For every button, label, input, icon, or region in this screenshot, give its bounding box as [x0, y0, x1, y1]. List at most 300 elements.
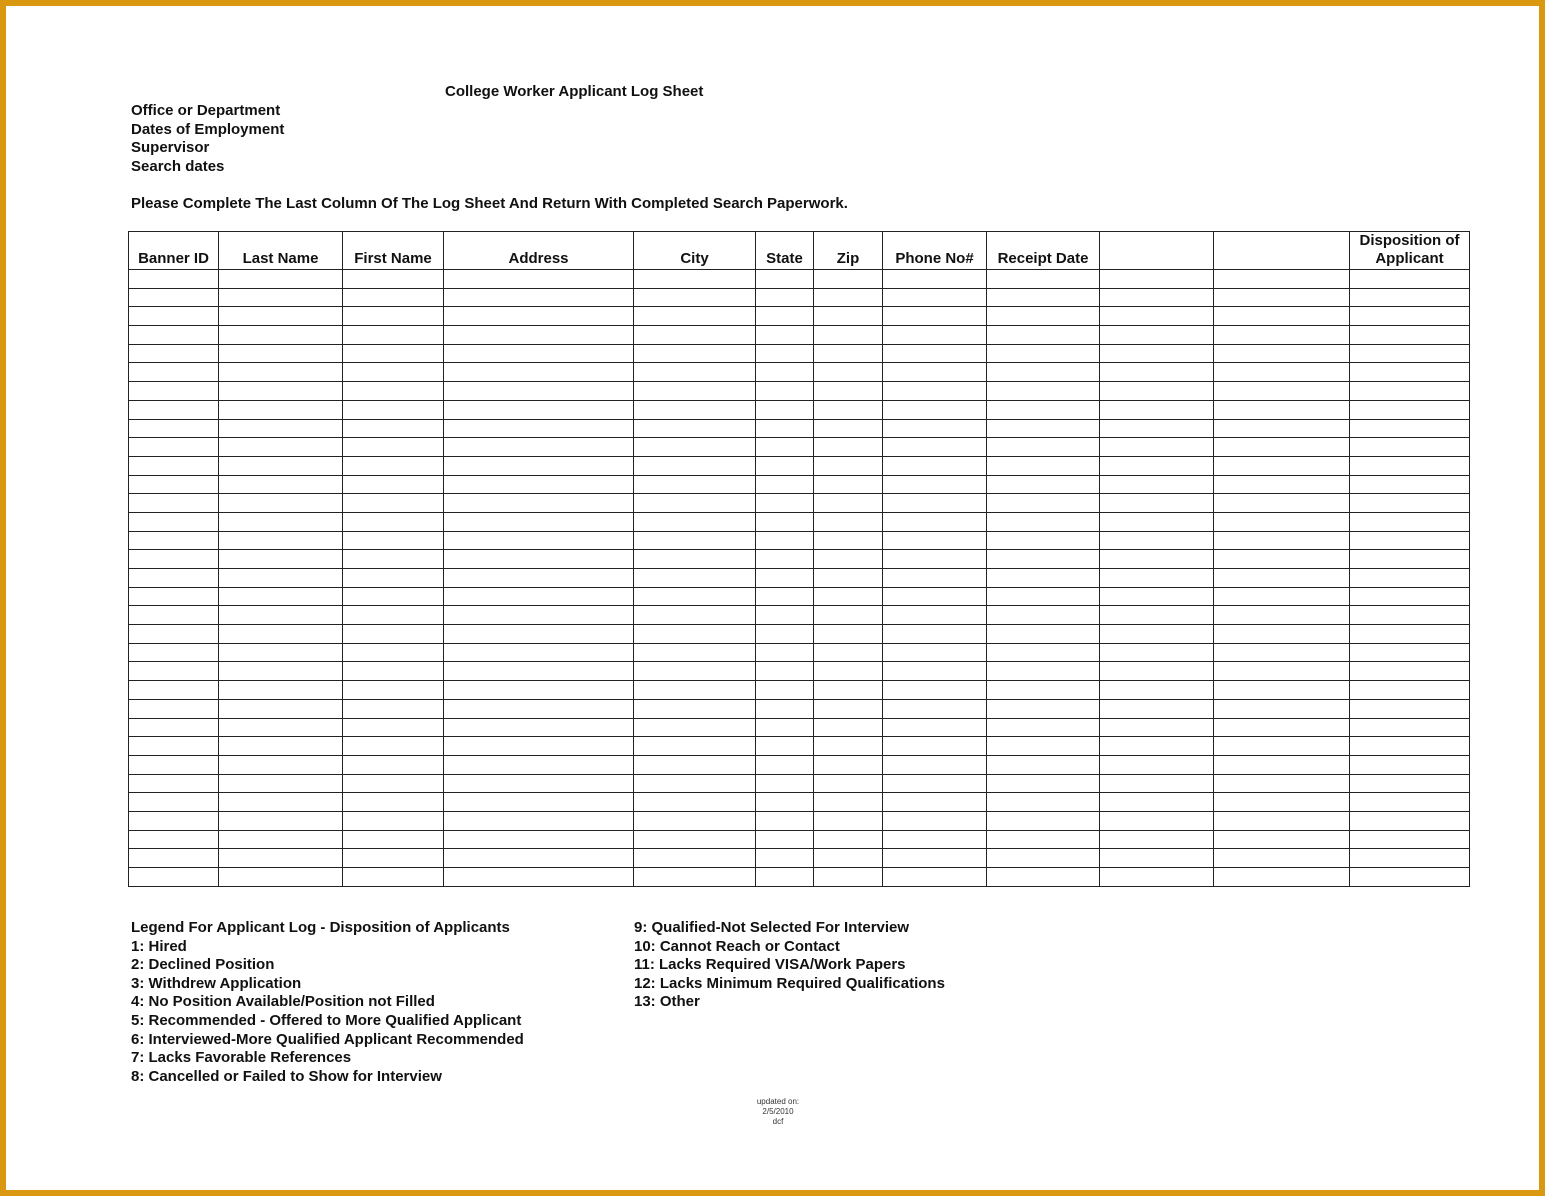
- table-cell[interactable]: [1350, 288, 1470, 307]
- table-cell[interactable]: [634, 662, 756, 681]
- table-cell[interactable]: [987, 363, 1100, 382]
- table-cell[interactable]: [444, 587, 634, 606]
- table-cell[interactable]: [343, 326, 444, 345]
- table-cell[interactable]: [1100, 681, 1214, 700]
- table-cell[interactable]: [129, 382, 219, 401]
- table-cell[interactable]: [1100, 363, 1214, 382]
- table-cell[interactable]: [1214, 382, 1350, 401]
- table-cell[interactable]: [756, 774, 814, 793]
- table-cell[interactable]: [814, 868, 883, 887]
- table-cell[interactable]: [883, 793, 987, 812]
- table-cell[interactable]: [1100, 288, 1214, 307]
- table-cell[interactable]: [634, 868, 756, 887]
- table-cell[interactable]: [1350, 363, 1470, 382]
- table-cell[interactable]: [883, 737, 987, 756]
- table-cell[interactable]: [634, 494, 756, 513]
- table-cell[interactable]: [756, 569, 814, 588]
- table-cell[interactable]: [444, 625, 634, 644]
- table-cell[interactable]: [444, 774, 634, 793]
- table-cell[interactable]: [444, 494, 634, 513]
- table-cell[interactable]: [219, 625, 343, 644]
- table-cell[interactable]: [219, 569, 343, 588]
- table-cell[interactable]: [814, 718, 883, 737]
- table-cell[interactable]: [814, 811, 883, 830]
- table-cell[interactable]: [634, 699, 756, 718]
- table-cell[interactable]: [343, 643, 444, 662]
- table-cell[interactable]: [1350, 475, 1470, 494]
- table-cell[interactable]: [343, 606, 444, 625]
- table-cell[interactable]: [1100, 830, 1214, 849]
- table-cell[interactable]: [1100, 699, 1214, 718]
- table-cell[interactable]: [987, 868, 1100, 887]
- table-cell[interactable]: [219, 344, 343, 363]
- table-cell[interactable]: [1214, 363, 1350, 382]
- table-cell[interactable]: [129, 400, 219, 419]
- table-cell[interactable]: [444, 419, 634, 438]
- table-cell[interactable]: [987, 270, 1100, 289]
- table-cell[interactable]: [756, 699, 814, 718]
- table-cell[interactable]: [1214, 662, 1350, 681]
- table-cell[interactable]: [444, 326, 634, 345]
- table-cell[interactable]: [883, 699, 987, 718]
- table-cell[interactable]: [814, 363, 883, 382]
- table-cell[interactable]: [814, 550, 883, 569]
- table-cell[interactable]: [1214, 400, 1350, 419]
- table-cell[interactable]: [634, 550, 756, 569]
- table-cell[interactable]: [343, 475, 444, 494]
- table-cell[interactable]: [987, 774, 1100, 793]
- table-cell[interactable]: [129, 456, 219, 475]
- table-cell[interactable]: [634, 344, 756, 363]
- table-cell[interactable]: [883, 531, 987, 550]
- table-cell[interactable]: [1214, 811, 1350, 830]
- table-cell[interactable]: [756, 606, 814, 625]
- table-cell[interactable]: [883, 718, 987, 737]
- table-cell[interactable]: [219, 531, 343, 550]
- table-cell[interactable]: [814, 662, 883, 681]
- table-cell[interactable]: [129, 699, 219, 718]
- table-cell[interactable]: [1100, 849, 1214, 868]
- table-cell[interactable]: [634, 587, 756, 606]
- table-cell[interactable]: [883, 494, 987, 513]
- table-cell[interactable]: [987, 662, 1100, 681]
- table-cell[interactable]: [444, 718, 634, 737]
- table-cell[interactable]: [1214, 868, 1350, 887]
- table-cell[interactable]: [1350, 587, 1470, 606]
- table-cell[interactable]: [343, 307, 444, 326]
- table-cell[interactable]: [756, 868, 814, 887]
- table-cell[interactable]: [987, 699, 1100, 718]
- table-cell[interactable]: [129, 868, 219, 887]
- table-cell[interactable]: [1214, 270, 1350, 289]
- table-cell[interactable]: [1214, 419, 1350, 438]
- table-cell[interactable]: [756, 382, 814, 401]
- table-cell[interactable]: [444, 400, 634, 419]
- table-cell[interactable]: [814, 681, 883, 700]
- table-cell[interactable]: [987, 737, 1100, 756]
- table-cell[interactable]: [219, 737, 343, 756]
- table-cell[interactable]: [219, 475, 343, 494]
- table-cell[interactable]: [1350, 662, 1470, 681]
- table-cell[interactable]: [219, 849, 343, 868]
- table-cell[interactable]: [219, 382, 343, 401]
- table-cell[interactable]: [814, 344, 883, 363]
- table-cell[interactable]: [444, 382, 634, 401]
- table-cell[interactable]: [343, 625, 444, 644]
- table-cell[interactable]: [1214, 288, 1350, 307]
- table-cell[interactable]: [444, 288, 634, 307]
- table-cell[interactable]: [343, 512, 444, 531]
- table-cell[interactable]: [343, 755, 444, 774]
- table-cell[interactable]: [444, 699, 634, 718]
- table-cell[interactable]: [756, 531, 814, 550]
- table-cell[interactable]: [129, 326, 219, 345]
- table-cell[interactable]: [756, 830, 814, 849]
- table-cell[interactable]: [129, 494, 219, 513]
- table-cell[interactable]: [1350, 494, 1470, 513]
- table-cell[interactable]: [343, 400, 444, 419]
- table-cell[interactable]: [343, 344, 444, 363]
- table-cell[interactable]: [219, 456, 343, 475]
- table-cell[interactable]: [444, 270, 634, 289]
- table-cell[interactable]: [814, 643, 883, 662]
- table-cell[interactable]: [756, 344, 814, 363]
- table-cell[interactable]: [883, 625, 987, 644]
- table-cell[interactable]: [883, 288, 987, 307]
- table-cell[interactable]: [129, 811, 219, 830]
- table-cell[interactable]: [634, 531, 756, 550]
- table-cell[interactable]: [219, 512, 343, 531]
- table-cell[interactable]: [1100, 755, 1214, 774]
- table-cell[interactable]: [634, 475, 756, 494]
- table-cell[interactable]: [634, 849, 756, 868]
- table-cell[interactable]: [756, 326, 814, 345]
- table-cell[interactable]: [987, 307, 1100, 326]
- table-cell[interactable]: [219, 326, 343, 345]
- table-cell[interactable]: [1350, 793, 1470, 812]
- table-cell[interactable]: [1350, 456, 1470, 475]
- table-cell[interactable]: [634, 625, 756, 644]
- table-cell[interactable]: [756, 849, 814, 868]
- table-cell[interactable]: [814, 755, 883, 774]
- table-cell[interactable]: [1350, 755, 1470, 774]
- table-cell[interactable]: [444, 868, 634, 887]
- table-cell[interactable]: [219, 643, 343, 662]
- table-cell[interactable]: [756, 419, 814, 438]
- table-cell[interactable]: [444, 307, 634, 326]
- table-cell[interactable]: [883, 587, 987, 606]
- table-cell[interactable]: [756, 587, 814, 606]
- table-cell[interactable]: [219, 494, 343, 513]
- table-cell[interactable]: [343, 419, 444, 438]
- table-cell[interactable]: [343, 587, 444, 606]
- table-cell[interactable]: [883, 849, 987, 868]
- table-cell[interactable]: [343, 382, 444, 401]
- table-cell[interactable]: [343, 830, 444, 849]
- table-cell[interactable]: [634, 382, 756, 401]
- table-cell[interactable]: [1100, 438, 1214, 457]
- table-cell[interactable]: [343, 270, 444, 289]
- table-cell[interactable]: [814, 494, 883, 513]
- table-cell[interactable]: [1100, 606, 1214, 625]
- table-cell[interactable]: [219, 755, 343, 774]
- table-cell[interactable]: [1350, 419, 1470, 438]
- table-cell[interactable]: [1214, 849, 1350, 868]
- table-cell[interactable]: [756, 718, 814, 737]
- table-cell[interactable]: [1350, 849, 1470, 868]
- table-cell[interactable]: [444, 550, 634, 569]
- table-cell[interactable]: [987, 606, 1100, 625]
- table-cell[interactable]: [1214, 494, 1350, 513]
- table-cell[interactable]: [444, 681, 634, 700]
- table-cell[interactable]: [883, 400, 987, 419]
- table-cell[interactable]: [814, 587, 883, 606]
- table-cell[interactable]: [634, 643, 756, 662]
- table-cell[interactable]: [129, 625, 219, 644]
- table-cell[interactable]: [343, 774, 444, 793]
- table-cell[interactable]: [1100, 718, 1214, 737]
- table-cell[interactable]: [987, 512, 1100, 531]
- table-cell[interactable]: [1214, 606, 1350, 625]
- table-cell[interactable]: [987, 419, 1100, 438]
- table-cell[interactable]: [634, 737, 756, 756]
- table-cell[interactable]: [987, 625, 1100, 644]
- table-cell[interactable]: [756, 550, 814, 569]
- table-cell[interactable]: [814, 830, 883, 849]
- table-cell[interactable]: [814, 699, 883, 718]
- table-cell[interactable]: [129, 737, 219, 756]
- table-cell[interactable]: [1214, 625, 1350, 644]
- table-cell[interactable]: [444, 475, 634, 494]
- table-cell[interactable]: [343, 531, 444, 550]
- table-cell[interactable]: [1100, 400, 1214, 419]
- table-cell[interactable]: [1350, 326, 1470, 345]
- table-cell[interactable]: [634, 419, 756, 438]
- table-cell[interactable]: [343, 288, 444, 307]
- table-cell[interactable]: [883, 382, 987, 401]
- table-cell[interactable]: [343, 438, 444, 457]
- table-cell[interactable]: [1214, 438, 1350, 457]
- table-cell[interactable]: [129, 587, 219, 606]
- table-cell[interactable]: [814, 569, 883, 588]
- table-cell[interactable]: [1214, 681, 1350, 700]
- table-cell[interactable]: [1350, 699, 1470, 718]
- table-cell[interactable]: [1214, 718, 1350, 737]
- table-cell[interactable]: [756, 400, 814, 419]
- table-cell[interactable]: [814, 307, 883, 326]
- table-cell[interactable]: [129, 531, 219, 550]
- table-cell[interactable]: [814, 606, 883, 625]
- table-cell[interactable]: [219, 419, 343, 438]
- table-cell[interactable]: [1214, 569, 1350, 588]
- table-cell[interactable]: [343, 681, 444, 700]
- table-cell[interactable]: [444, 438, 634, 457]
- table-cell[interactable]: [444, 363, 634, 382]
- table-cell[interactable]: [219, 606, 343, 625]
- table-cell[interactable]: [883, 681, 987, 700]
- table-cell[interactable]: [814, 774, 883, 793]
- table-cell[interactable]: [987, 344, 1100, 363]
- table-cell[interactable]: [1350, 531, 1470, 550]
- table-cell[interactable]: [634, 681, 756, 700]
- table-cell[interactable]: [814, 419, 883, 438]
- table-cell[interactable]: [444, 755, 634, 774]
- table-cell[interactable]: [219, 288, 343, 307]
- table-cell[interactable]: [634, 774, 756, 793]
- table-cell[interactable]: [883, 270, 987, 289]
- table-cell[interactable]: [129, 270, 219, 289]
- table-cell[interactable]: [1350, 811, 1470, 830]
- table-cell[interactable]: [1350, 344, 1470, 363]
- table-cell[interactable]: [1214, 344, 1350, 363]
- table-cell[interactable]: [129, 438, 219, 457]
- table-cell[interactable]: [1100, 475, 1214, 494]
- table-cell[interactable]: [219, 811, 343, 830]
- table-cell[interactable]: [219, 868, 343, 887]
- table-cell[interactable]: [219, 363, 343, 382]
- table-cell[interactable]: [883, 512, 987, 531]
- table-cell[interactable]: [444, 531, 634, 550]
- table-cell[interactable]: [756, 438, 814, 457]
- table-cell[interactable]: [444, 344, 634, 363]
- table-cell[interactable]: [883, 830, 987, 849]
- table-cell[interactable]: [756, 681, 814, 700]
- table-cell[interactable]: [1214, 643, 1350, 662]
- table-cell[interactable]: [129, 662, 219, 681]
- table-cell[interactable]: [444, 849, 634, 868]
- table-cell[interactable]: [444, 737, 634, 756]
- table-cell[interactable]: [883, 456, 987, 475]
- table-cell[interactable]: [814, 475, 883, 494]
- table-cell[interactable]: [1350, 270, 1470, 289]
- table-cell[interactable]: [1100, 793, 1214, 812]
- table-cell[interactable]: [883, 438, 987, 457]
- table-cell[interactable]: [634, 288, 756, 307]
- table-cell[interactable]: [987, 400, 1100, 419]
- table-cell[interactable]: [444, 811, 634, 830]
- table-cell[interactable]: [987, 475, 1100, 494]
- table-cell[interactable]: [343, 811, 444, 830]
- table-cell[interactable]: [129, 550, 219, 569]
- table-cell[interactable]: [1214, 456, 1350, 475]
- table-cell[interactable]: [883, 475, 987, 494]
- table-cell[interactable]: [129, 643, 219, 662]
- table-cell[interactable]: [129, 793, 219, 812]
- table-cell[interactable]: [343, 793, 444, 812]
- table-cell[interactable]: [987, 811, 1100, 830]
- table-cell[interactable]: [1350, 438, 1470, 457]
- table-cell[interactable]: [1100, 344, 1214, 363]
- table-cell[interactable]: [1214, 512, 1350, 531]
- table-cell[interactable]: [756, 456, 814, 475]
- table-cell[interactable]: [1214, 755, 1350, 774]
- table-cell[interactable]: [634, 400, 756, 419]
- table-cell[interactable]: [129, 363, 219, 382]
- table-cell[interactable]: [634, 270, 756, 289]
- table-cell[interactable]: [883, 344, 987, 363]
- table-cell[interactable]: [219, 830, 343, 849]
- table-cell[interactable]: [814, 288, 883, 307]
- table-cell[interactable]: [756, 363, 814, 382]
- table-cell[interactable]: [129, 849, 219, 868]
- table-cell[interactable]: [219, 550, 343, 569]
- table-cell[interactable]: [444, 569, 634, 588]
- table-cell[interactable]: [219, 438, 343, 457]
- table-cell[interactable]: [987, 755, 1100, 774]
- table-cell[interactable]: [219, 699, 343, 718]
- table-cell[interactable]: [756, 307, 814, 326]
- table-cell[interactable]: [756, 270, 814, 289]
- table-cell[interactable]: [814, 737, 883, 756]
- table-cell[interactable]: [1214, 531, 1350, 550]
- table-cell[interactable]: [756, 662, 814, 681]
- table-cell[interactable]: [129, 569, 219, 588]
- table-cell[interactable]: [1214, 307, 1350, 326]
- table-cell[interactable]: [987, 849, 1100, 868]
- table-cell[interactable]: [987, 382, 1100, 401]
- table-cell[interactable]: [1100, 737, 1214, 756]
- table-cell[interactable]: [1350, 643, 1470, 662]
- table-cell[interactable]: [987, 643, 1100, 662]
- table-cell[interactable]: [634, 606, 756, 625]
- table-cell[interactable]: [634, 438, 756, 457]
- table-cell[interactable]: [883, 811, 987, 830]
- table-cell[interactable]: [219, 662, 343, 681]
- table-cell[interactable]: [756, 625, 814, 644]
- table-cell[interactable]: [987, 830, 1100, 849]
- table-cell[interactable]: [343, 699, 444, 718]
- table-cell[interactable]: [756, 494, 814, 513]
- table-cell[interactable]: [814, 849, 883, 868]
- table-cell[interactable]: [814, 512, 883, 531]
- table-cell[interactable]: [987, 793, 1100, 812]
- table-cell[interactable]: [814, 793, 883, 812]
- table-cell[interactable]: [883, 774, 987, 793]
- table-cell[interactable]: [756, 288, 814, 307]
- table-cell[interactable]: [756, 475, 814, 494]
- table-cell[interactable]: [1214, 475, 1350, 494]
- table-cell[interactable]: [1350, 737, 1470, 756]
- table-cell[interactable]: [756, 643, 814, 662]
- table-cell[interactable]: [1214, 793, 1350, 812]
- table-cell[interactable]: [129, 344, 219, 363]
- table-cell[interactable]: [987, 587, 1100, 606]
- table-cell[interactable]: [987, 494, 1100, 513]
- table-cell[interactable]: [129, 288, 219, 307]
- table-cell[interactable]: [343, 737, 444, 756]
- table-cell[interactable]: [1100, 419, 1214, 438]
- table-cell[interactable]: [129, 718, 219, 737]
- table-cell[interactable]: [883, 662, 987, 681]
- table-cell[interactable]: [343, 662, 444, 681]
- table-cell[interactable]: [129, 419, 219, 438]
- table-cell[interactable]: [756, 811, 814, 830]
- table-cell[interactable]: [987, 326, 1100, 345]
- table-cell[interactable]: [219, 681, 343, 700]
- table-cell[interactable]: [756, 793, 814, 812]
- table-cell[interactable]: [1100, 326, 1214, 345]
- table-cell[interactable]: [1100, 494, 1214, 513]
- table-cell[interactable]: [1100, 643, 1214, 662]
- table-cell[interactable]: [756, 512, 814, 531]
- table-cell[interactable]: [1100, 456, 1214, 475]
- table-cell[interactable]: [343, 849, 444, 868]
- table-cell[interactable]: [1350, 550, 1470, 569]
- table-cell[interactable]: [343, 550, 444, 569]
- table-cell[interactable]: [129, 307, 219, 326]
- table-cell[interactable]: [814, 625, 883, 644]
- table-cell[interactable]: [1350, 307, 1470, 326]
